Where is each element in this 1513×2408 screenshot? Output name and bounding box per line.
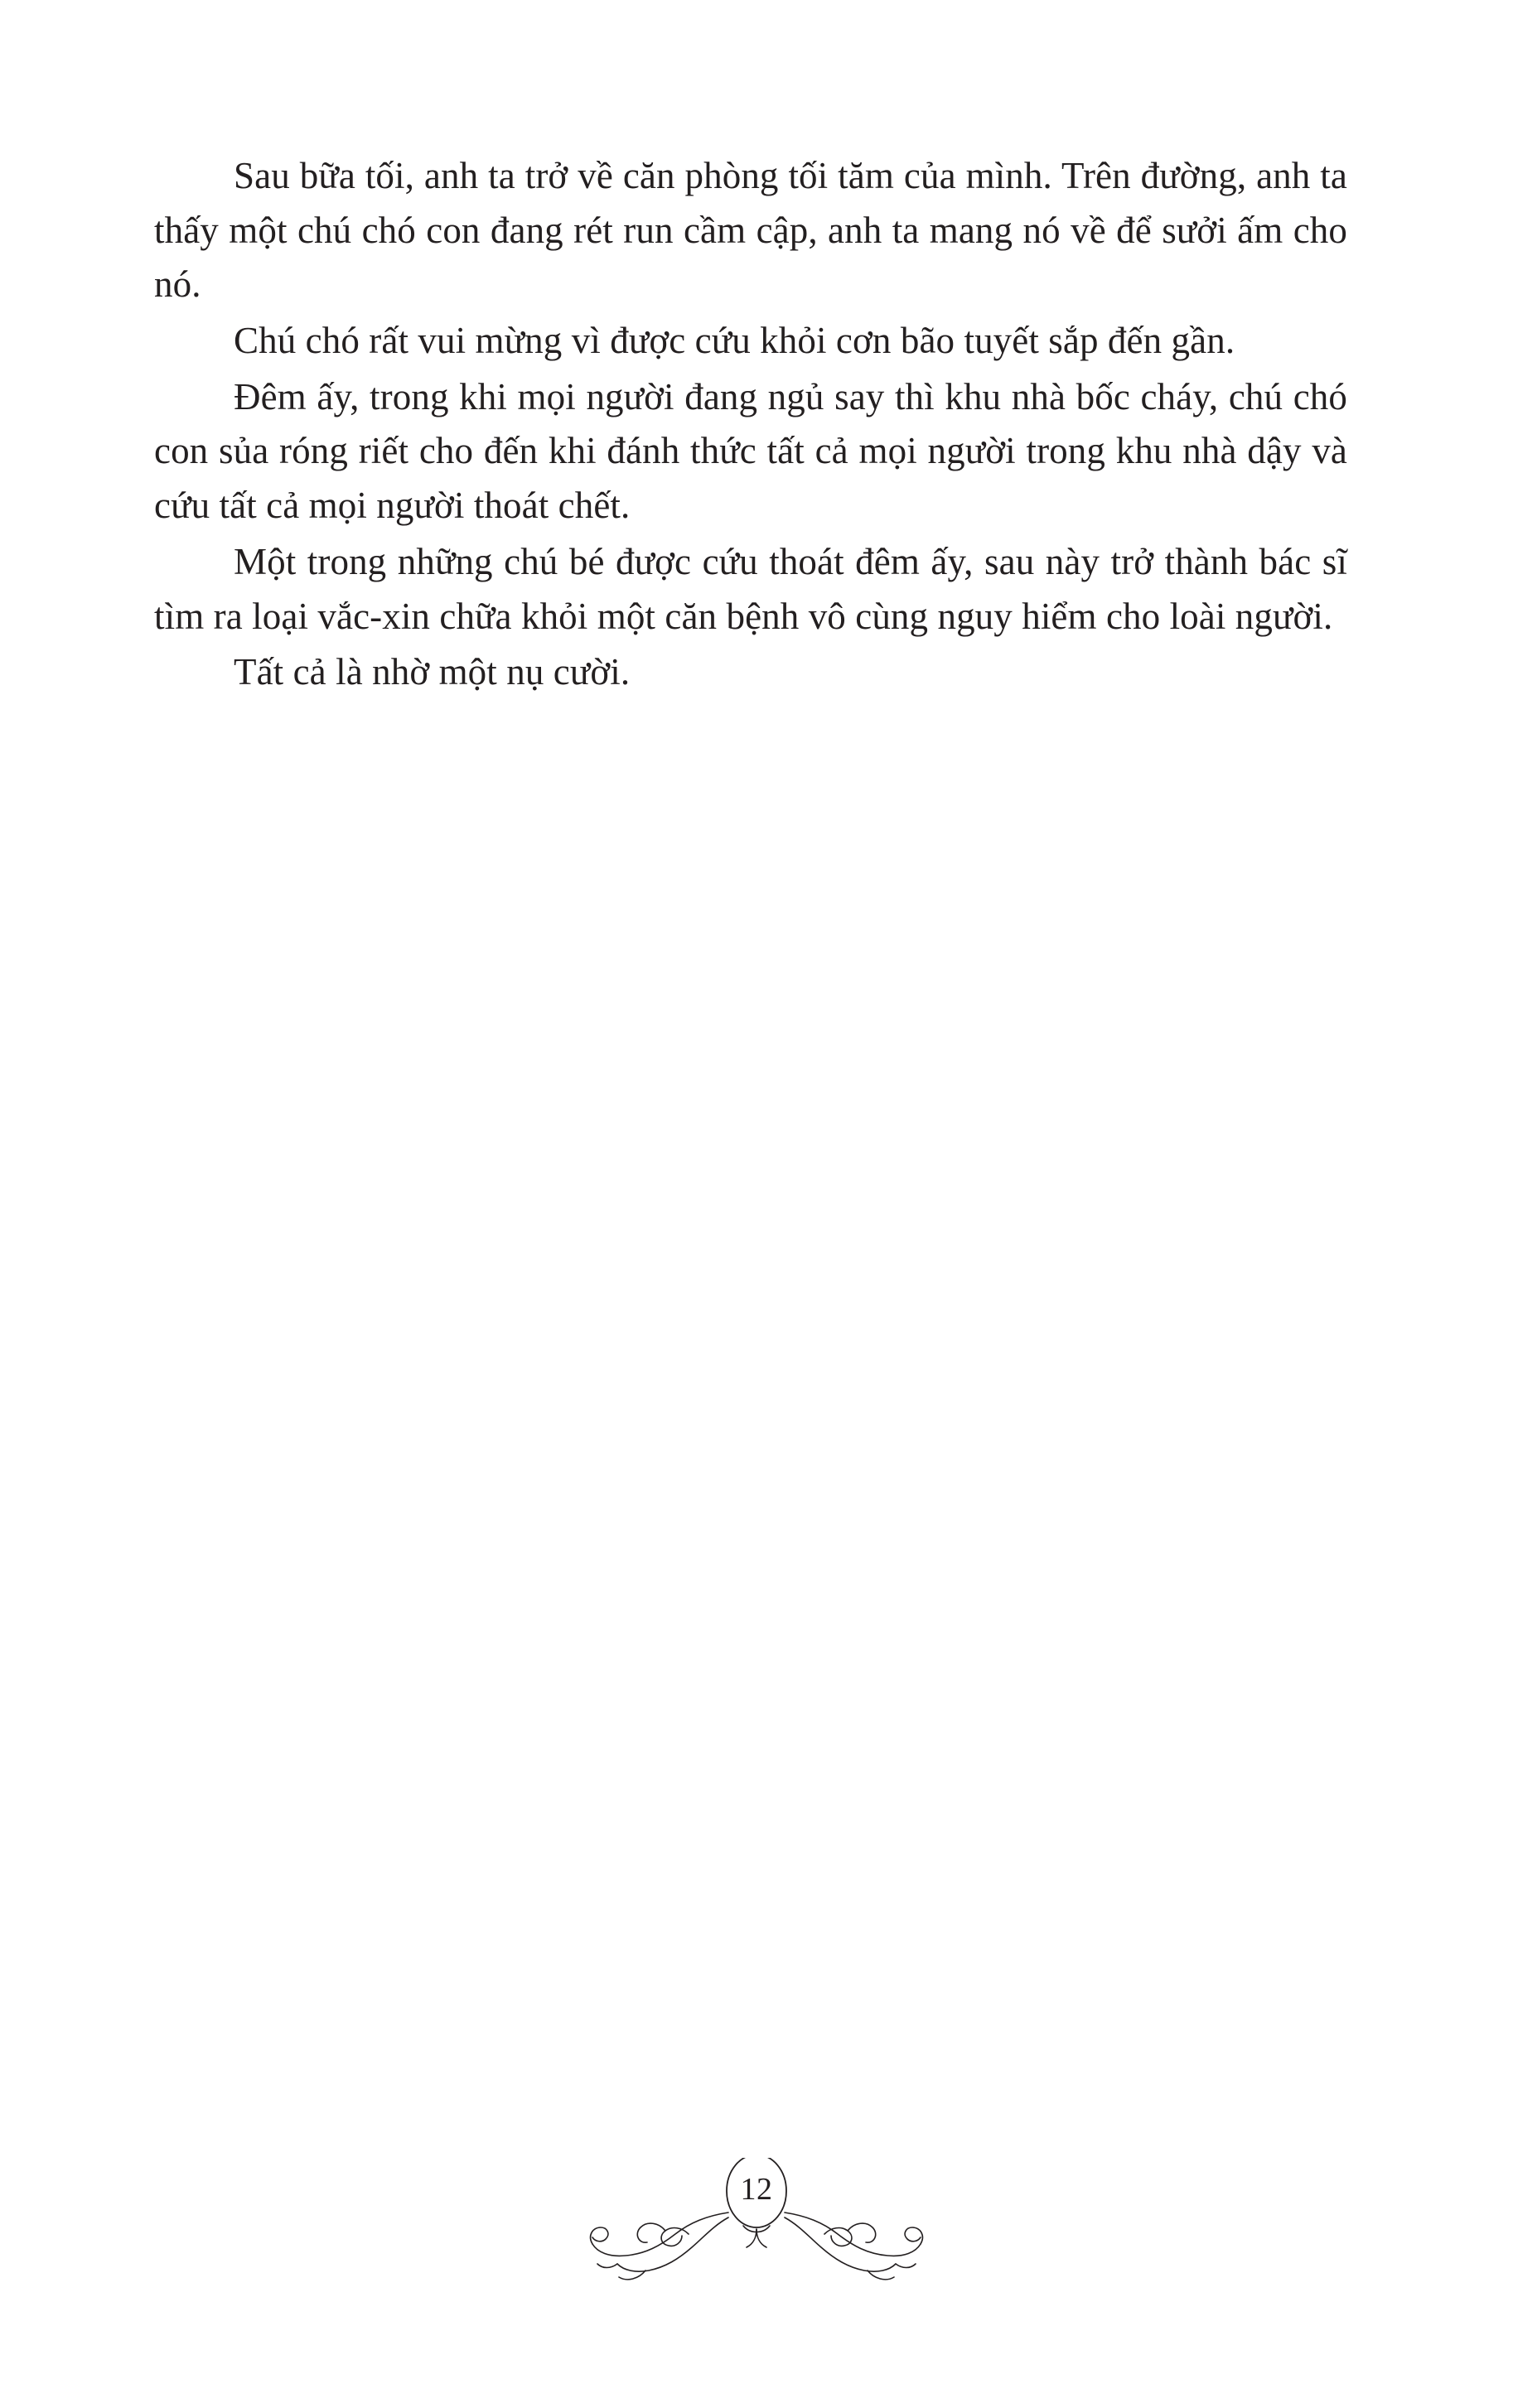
paragraph: Sau bữa tối, anh ta trở về căn phòng tối tăm của mình. Trên đường, anh ta thấy một chú chó con đang rét run cầm cập, anh ta mang nó về để sưởi ấm cho nó. xyxy=(154,155,1347,306)
page-footer xyxy=(0,2141,1513,2299)
paragraph: Tất cả là nhờ một nụ cười. xyxy=(234,651,631,693)
paragraph: Chú chó rất vui mừng vì được cứu khỏi cơn bão tuyết sắp đến gần. xyxy=(234,320,1235,362)
paragraph: Một trong những chú bé được cứu thoát đêm ấy, sau này trở thành bác sĩ tìm ra loại vắc-xin chữa khỏi một căn bệnh vô cùng nguy hiểm cho loài người. xyxy=(154,540,1347,637)
ornament-container xyxy=(0,2141,1513,2299)
paragraph: Đêm ấy, trong khi mọi người đang ngủ say thì khu nhà bốc cháy, chú chó con sủa róng riết cho đến khi đánh thức tất cả mọi người trong khu nhà dậy và cứu tất cả mọi người thoát chết. xyxy=(154,375,1347,527)
page-number: 12 xyxy=(740,2172,773,2207)
body-text xyxy=(154,149,1347,700)
